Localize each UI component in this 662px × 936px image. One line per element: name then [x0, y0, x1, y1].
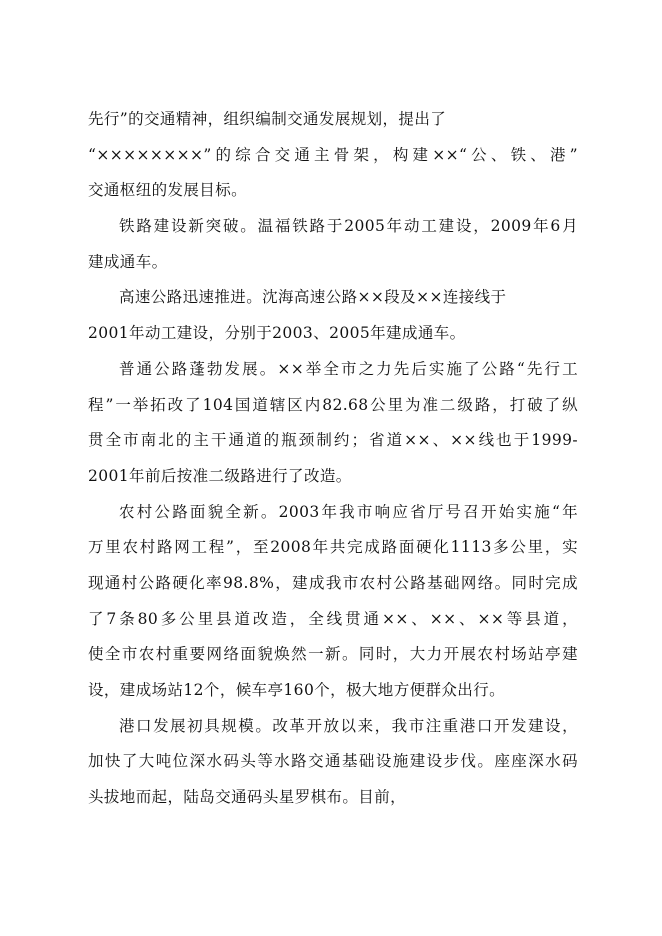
text-line: 头拔地而起，陆岛交通码头星罗棋布。目前，: [88, 788, 407, 807]
text-line: 使全市农村重要网络面貌焕然一新。同时，大力开展农村场站亭建: [88, 645, 578, 664]
text-line: 加快了大吨位深水码头等水路交通基础设施建设步伐。座座深水码: [88, 752, 578, 771]
text-line: 设，建成场站12个，候车亭160个，极大地方便群众出行。: [88, 681, 506, 699]
paragraph-start-line: 普通公路蓬勃发展。××举全市之力先后实施了公路“先行工: [119, 359, 578, 378]
paragraph-start-line: 农村公路面貌全新。2003年我市响应省厅号召开始实施“年: [119, 502, 578, 521]
paragraph-start-line: 港口发展初具规模。改革开放以来，我市注重港口开发建设，: [119, 716, 578, 735]
text-line: 现通村公路硬化率98.8%，建成我市农村公路基础网络。同时完成: [88, 573, 578, 592]
text-line: 先行”的交通精神，组织编制交通发展规划，提出了: [88, 110, 447, 128]
paragraph-start-line: 高速公路迅速推进。沈海高速公路××段及××连接线于: [119, 288, 507, 307]
text-line: 2001年前后按准二级路进行了改造。: [88, 466, 352, 485]
text-line: 2001年动工建设，分别于2003、2005年建成通车。: [88, 324, 466, 343]
text-line: 程”一举拓改了104国道辖区内82.68公里为准二级路，打破了纵: [88, 395, 578, 414]
text-line: 万里农村路网工程”，至2008年共完成路面硬化1113多公里，实: [88, 538, 578, 557]
document-body: [88, 104, 578, 818]
text-line: 建成通车。: [88, 252, 168, 271]
text-line: 交通枢纽的发展目标。: [88, 181, 248, 200]
paragraph-start-line: 铁路建设新突破。温福铁路于2005年动工建设，2009年6月: [119, 217, 578, 236]
text-line: “××××××××”的综合交通主骨架，构建××“公、铁、港”: [88, 145, 578, 164]
text-line: 了7条80多公里县道改造，全线贯通××、××、××等县道，: [88, 609, 578, 628]
text-line: 贯全市南北的主干通道的瓶颈制约；省道××、××线也于1999-: [88, 431, 578, 450]
